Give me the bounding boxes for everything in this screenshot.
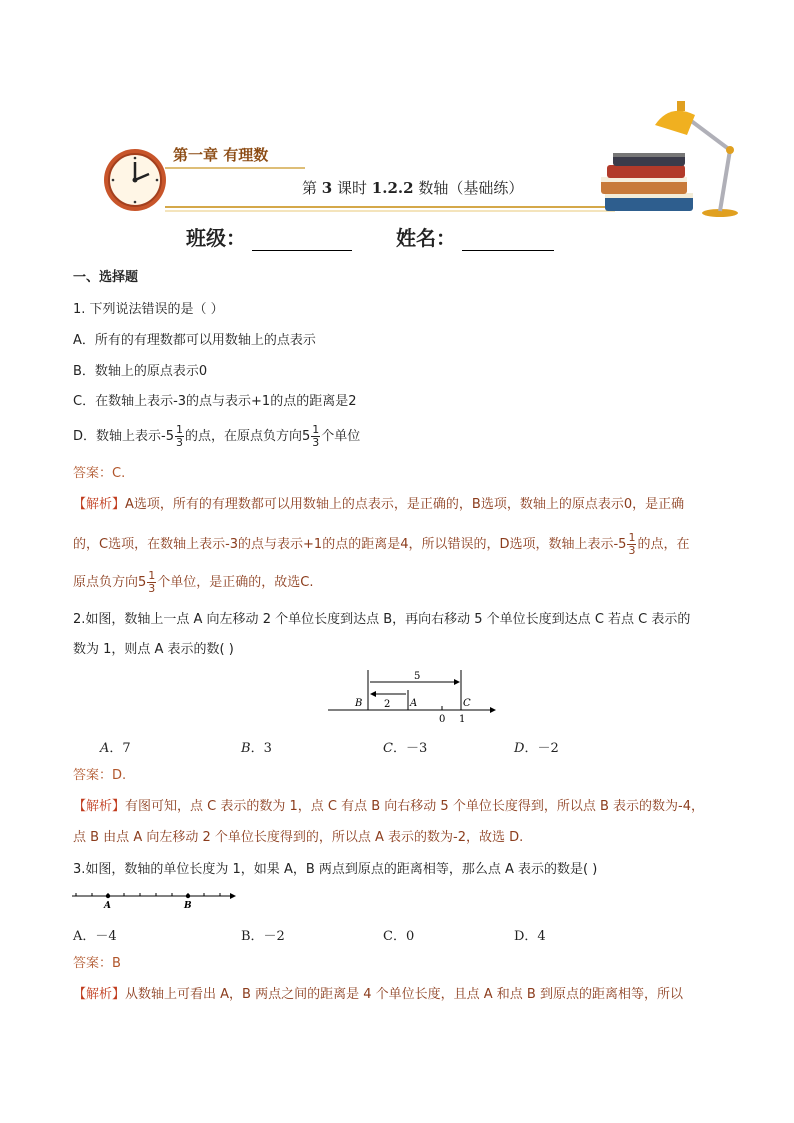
label-2: 2	[384, 699, 391, 710]
fraction: $\frac{1}{3}$	[175, 423, 183, 449]
books-icon	[601, 153, 693, 211]
q1-explanation-line2: 的，C选项，在数轴上表示-3的点与表示+1的点的距离是4，所以错误的，D选项，数轴上表示-5 $\frac{1}{3}$ 的点，在	[73, 531, 690, 557]
q2-answer: 答案：D.	[73, 768, 127, 783]
q1-option-c: C．在数轴上表示-3的点与表示+1的点的距离是2	[73, 394, 357, 409]
label-a: A	[104, 901, 111, 910]
chapter-title: 第一章 有理数	[173, 146, 269, 164]
label-1: 1	[459, 714, 466, 725]
q2-option-b: B．3	[241, 741, 272, 756]
q2-explanation-line1: 【解析】有图可知，点 C 表示的数为 1，点 C 有点 B 向右移动 5 个单位长度得到，所以点 B 表示的数为-4，	[73, 799, 704, 814]
q3-option-d: D．4	[514, 929, 546, 944]
point-a	[106, 894, 110, 898]
q1-explanation-line3: 原点负方向5 $\frac{1}{3}$ 个单位，是正确的，故选C.	[73, 569, 314, 595]
q1-explanation-line1: 【解析】A选项，所有的有理数都可以用数轴上的点表示，是正确的，B选项，数轴上的原点表示0，是正确	[73, 497, 685, 512]
q1-stem: 1. 下列说法错误的是（ ）	[73, 302, 224, 317]
arrowhead-2	[370, 691, 376, 697]
q2-option-d: D．－2	[514, 741, 559, 756]
q2-option-c: C．－3	[383, 741, 428, 756]
q2-stem-line1: 2.如图，数轴上一点 A 向左移动 2 个单位长度到达点 B，再向右移动 5 个单位长度到达点 C 若点 C 表示的	[73, 612, 691, 627]
q1-option-a: A．所有的有理数都可以用数轴上的点表示	[73, 333, 316, 348]
fraction: $\frac{1}{3}$	[148, 569, 156, 595]
label-0: 0	[439, 714, 446, 725]
q3-explanation-line1: 【解析】从数轴上可看出 A，B 两点之间的距离是 4 个单位长度，且点 A 和点 B 到原点的距离相等，所以	[73, 987, 683, 1002]
q1-option-d: D．数轴上表示-5 $\frac{1}{3}$ 的点，在原点负方向5 $\frac{1}{3}$ 个单位	[73, 423, 361, 449]
label-b: B	[184, 901, 192, 910]
point-b	[186, 894, 190, 898]
class-field: 班级：	[186, 222, 352, 251]
label-5: 5	[414, 671, 421, 682]
fraction: $\frac{1}{3}$	[628, 531, 636, 557]
fraction: $\frac{1}{3}$	[312, 423, 320, 449]
q2-stem-line2: 数为 1，则点 A 表示的数( )	[73, 642, 234, 657]
axis-arrow	[230, 893, 236, 899]
q1-option-b: B．数轴上的原点表示0	[73, 364, 208, 379]
q1-answer: 答案：C.	[73, 466, 126, 481]
arrowhead-5	[454, 679, 460, 685]
label-b: B	[355, 698, 363, 709]
name-blank[interactable]	[462, 232, 554, 251]
label-c: C	[463, 698, 471, 709]
label-a: A	[410, 698, 418, 709]
q2-option-a: A．7	[100, 741, 131, 756]
q3-stem: 3.如图，数轴的单位长度为 1，如果 A，B 两点到原点的距离相等，那么点 A 表示的数是( )	[73, 862, 598, 877]
q3-number-line-figure	[72, 888, 237, 910]
q2-number-line-figure	[326, 664, 496, 726]
axis-arrow	[490, 707, 496, 713]
class-blank[interactable]	[252, 232, 352, 251]
q3-option-a: A．－4	[73, 929, 117, 944]
section-title: 一、选择题	[73, 270, 139, 285]
q3-option-c: C．0	[383, 929, 415, 944]
q3-option-b: B．－2	[241, 929, 285, 944]
clock-icon	[104, 149, 166, 211]
lesson-title: 第 3 课时 1.2.2 数轴（基础练）	[302, 179, 524, 197]
q3-answer: 答案：B	[73, 956, 121, 971]
name-field: 姓名：	[396, 222, 554, 251]
q2-explanation-line2: 点 B 由点 A 向左移动 2 个单位长度得到的，所以点 A 表示的数为-2，故选 D.	[73, 830, 524, 845]
